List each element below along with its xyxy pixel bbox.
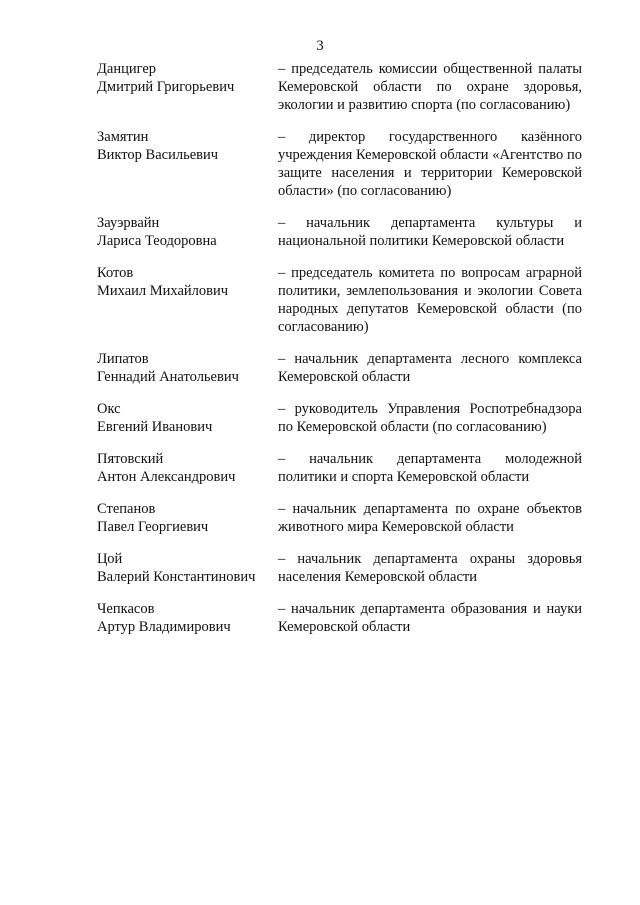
member-row — [97, 264, 582, 336]
page-number: 3 — [316, 38, 324, 54]
member-row — [97, 214, 582, 250]
member-name — [97, 550, 278, 586]
member-row — [97, 550, 582, 586]
member-row — [97, 128, 582, 200]
member-role: – начальник департамента лесного комплекса Кемеровской области — [278, 351, 582, 385]
member-row — [97, 450, 582, 486]
member-given-name: Михаил Михайлович — [97, 283, 229, 299]
member-given-name: Лариса Теодоровна — [97, 233, 217, 249]
member-name — [97, 350, 278, 386]
member-surname: Котов — [97, 265, 134, 281]
member-role: – начальник департамента по охране объектов животного мира Кемеровской области — [278, 501, 582, 535]
member-given-name: Артур Владимирович — [97, 619, 231, 635]
member-given-name: Евгений Иванович — [97, 419, 213, 435]
member-surname: Чепкасов — [97, 601, 155, 617]
member-role: – начальник департамента молодежной политики и спорта Кемеровской области — [278, 451, 582, 485]
member-row — [97, 500, 582, 536]
member-role: – директор государственного казённого учреждения Кемеровской области «Агентство по защите населения и территории Кемеровской области» (по согласованию) — [278, 129, 582, 199]
member-name — [97, 400, 278, 436]
member-given-name: Антон Александрович — [97, 469, 236, 485]
member-surname: Замятин — [97, 129, 149, 145]
member-row — [97, 350, 582, 386]
member-surname: Липатов — [97, 351, 149, 367]
member-row — [97, 400, 582, 436]
member-surname: Цой — [97, 551, 123, 567]
member-role: – руководитель Управления Роспотребнадзора по Кемеровской области (по согласованию) — [278, 401, 582, 435]
member-surname: Зауэрвайн — [97, 215, 160, 231]
member-name — [97, 500, 278, 536]
member-surname: Пятовский — [97, 451, 164, 467]
member-name — [97, 128, 278, 164]
member-given-name: Павел Георгиевич — [97, 519, 209, 535]
member-role: – начальник департамента образования и науки Кемеровской области — [278, 601, 582, 635]
member-given-name: Геннадий Анатольевич — [97, 369, 239, 385]
member-name — [97, 450, 278, 486]
member-name — [97, 214, 278, 250]
member-given-name: Виктор Васильевич — [97, 147, 219, 163]
member-given-name: Валерий Константинович — [97, 569, 256, 585]
member-surname: Окс — [97, 401, 121, 417]
member-list — [97, 60, 582, 650]
member-role: – председатель комиссии общественной палаты Кемеровской области по охране здоровья, экологии и развитию спорта (по согласованию) — [278, 61, 582, 113]
member-role: – председатель комитета по вопросам аграрной политики, землепользования и экологии Совета народных депутатов Кемеровской области (по согласованию) — [278, 265, 582, 335]
member-name — [97, 264, 278, 300]
member-role: – начальник департамента культуры и национальной политики Кемеровской области — [278, 215, 582, 249]
member-name — [97, 600, 278, 636]
member-given-name: Дмитрий Григорьевич — [97, 79, 235, 95]
member-surname: Степанов — [97, 501, 156, 517]
member-row — [97, 60, 582, 114]
member-name — [97, 60, 278, 96]
member-surname: Данцигер — [97, 61, 157, 77]
member-row — [97, 600, 582, 636]
member-role: – начальник департамента охраны здоровья населения Кемеровской области — [278, 551, 582, 585]
